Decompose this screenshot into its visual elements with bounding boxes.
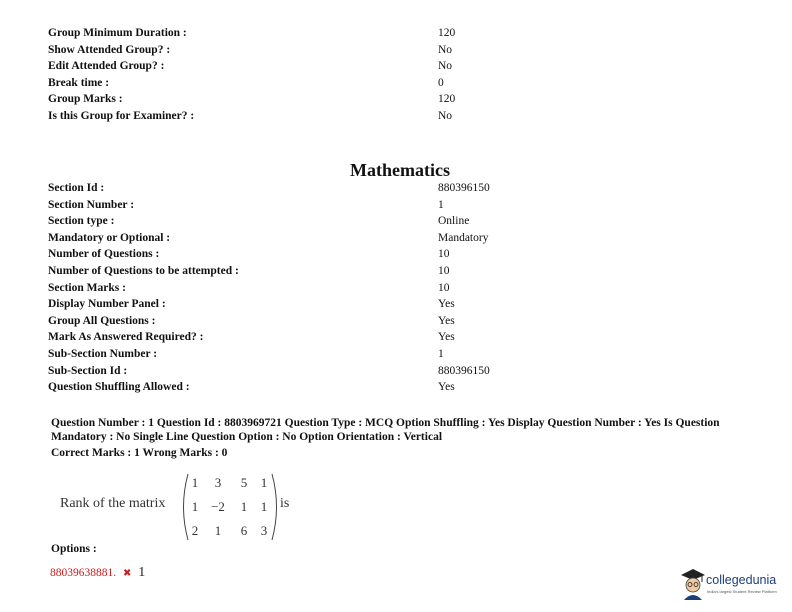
question-suffix: is xyxy=(280,496,290,511)
group-info-row: Break time : 0 xyxy=(48,76,444,89)
section-info-row: Section Marks : 10 xyxy=(48,281,450,294)
section-info-row: Sub-Section Number : 1 xyxy=(48,347,444,360)
matrix-cell: 5 xyxy=(240,475,248,490)
section-info-row: Mandatory or Optional : Mandatory xyxy=(48,231,489,244)
collegedunia-logo xyxy=(679,566,789,602)
logo-text: collegedunia xyxy=(706,573,777,587)
group-info-row: Group Marks : 120 xyxy=(48,93,456,106)
section-info-row: Section type : Online xyxy=(48,215,470,228)
section-info-row: Section Number : 1 xyxy=(48,198,444,211)
section-info-row: Sub-Section Id : 880396150 xyxy=(48,364,490,377)
wrong-answer-icon: ✖ xyxy=(123,568,132,579)
section-info-list xyxy=(48,182,748,398)
section-info-row: Display Number Panel : Yes xyxy=(48,298,455,311)
group-info-row: Is this Group for Examiner? : No xyxy=(48,109,453,122)
section-info-row: Section Id : 880396150 xyxy=(48,182,490,194)
mascot-icon xyxy=(679,566,707,600)
group-info-list xyxy=(48,27,748,127)
matrix-cell: 1 xyxy=(260,475,268,490)
matrix-cell: 1 xyxy=(214,523,222,538)
option-item[interactable] xyxy=(50,565,145,581)
section-info-row: Number of Questions to be attempted : 10 xyxy=(48,264,450,277)
group-info-row: Group Minimum Duration : 120 xyxy=(48,27,456,39)
matrix-cell: 6 xyxy=(240,523,248,538)
matrix-cell: 3 xyxy=(214,475,222,490)
matrix-cell: −2 xyxy=(211,499,225,514)
section-info-row: Question Shuffling Allowed : Yes xyxy=(48,381,455,394)
matrix-cell: 2 xyxy=(191,523,199,538)
section-info-row: Mark As Answered Required? : Yes xyxy=(48,331,455,344)
option-value: 1 xyxy=(138,565,146,580)
section-title: Mathematics xyxy=(350,160,450,180)
question-meta: Question Number : 1 Question Id : 8803969721 Question Type : MCQ Option Shuffling : Yes Display Question Number : Yes Is Question Mandatory : No Single Line Question Option : No Option Orientation : Vertical xyxy=(51,417,720,443)
matrix-right-paren xyxy=(272,474,277,540)
options-label: Options : xyxy=(51,543,97,555)
section-info-row: Group All Questions : Yes xyxy=(48,314,455,327)
matrix-cell: 3 xyxy=(260,523,268,538)
option-id: 88039638881. xyxy=(50,567,117,579)
matrix-cell: 1 xyxy=(191,475,199,490)
question-marks: Correct Marks : 1 Wrong Marks : 0 xyxy=(51,447,228,459)
matrix xyxy=(178,472,278,542)
group-info-row: Show Attended Group? : No xyxy=(48,43,453,56)
matrix-cell: 1 xyxy=(260,499,268,514)
matrix-cell: 1 xyxy=(191,499,199,514)
matrix-cell: 1 xyxy=(240,499,248,514)
question-text: Rank of the matrix xyxy=(60,496,166,511)
section-info-row: Number of Questions : 10 xyxy=(48,248,450,261)
group-info-row: Edit Attended Group? : No xyxy=(48,60,453,73)
matrix-left-paren xyxy=(184,474,189,540)
logo-tagline: India's largest Student Review Platform xyxy=(707,589,777,594)
